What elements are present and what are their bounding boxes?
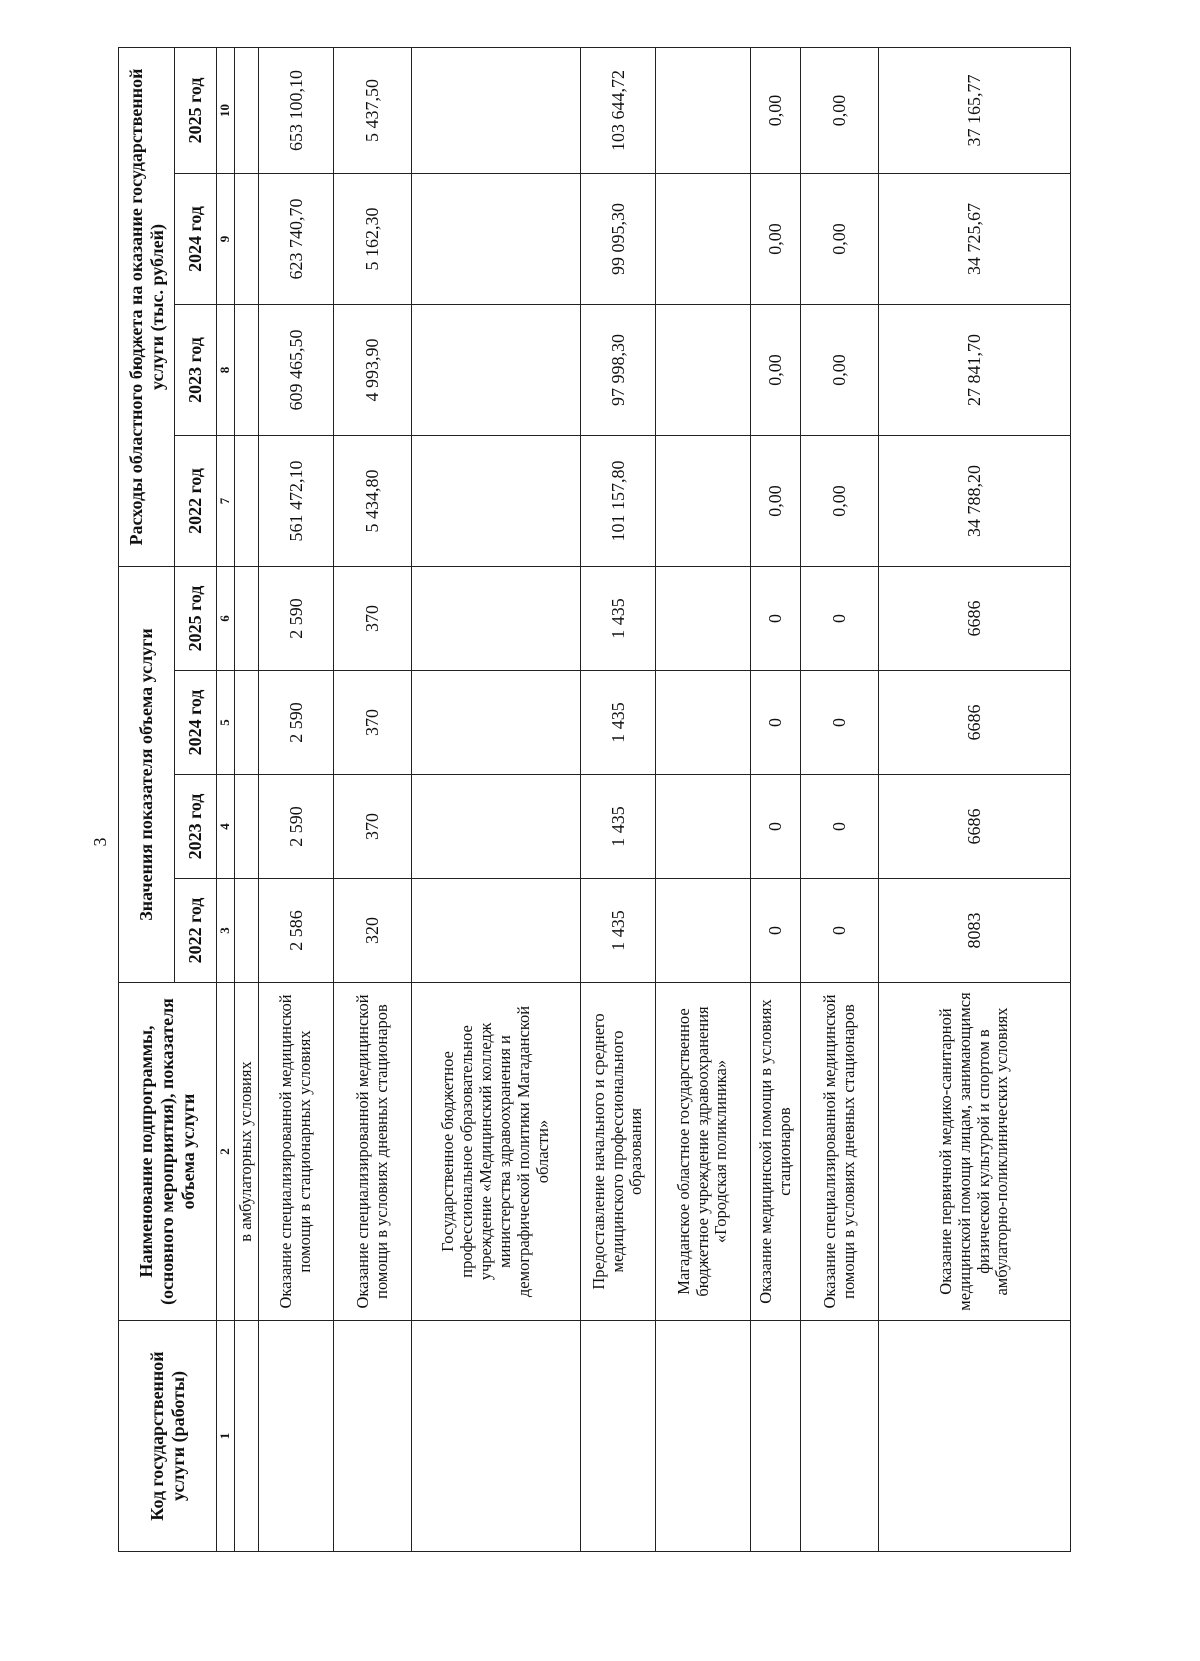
column-number: 7 bbox=[217, 436, 235, 567]
row-name-cell: Оказание специализированной медицинской помощи в условиях дневных стационаров bbox=[801, 983, 879, 1321]
volume-value-cell: 8083 bbox=[879, 879, 1071, 983]
table-row bbox=[581, 47, 656, 1551]
volume-value-cell: 2 590 bbox=[259, 775, 334, 879]
volume-value-cell: 0 bbox=[801, 671, 879, 775]
header-expense-year: 2025 год bbox=[175, 47, 217, 173]
volume-value-cell bbox=[656, 879, 751, 983]
volume-value-cell: 0 bbox=[751, 567, 801, 671]
table-row bbox=[656, 47, 751, 1551]
column-number: 8 bbox=[217, 305, 235, 436]
expense-value-cell bbox=[656, 436, 751, 567]
volume-value-cell bbox=[412, 567, 581, 671]
header-expense-group: Расходы областного бюджета на оказание государственной услуги (тыс. рублей) bbox=[119, 47, 175, 566]
expense-value-cell bbox=[235, 305, 259, 436]
column-number: 5 bbox=[217, 671, 235, 775]
row-code-cell bbox=[581, 1321, 656, 1552]
row-name-cell: в амбулаторных условиях bbox=[235, 983, 259, 1321]
row-name-cell: Предоставление начального и среднего медицинского профессионального образования bbox=[581, 983, 656, 1321]
volume-value-cell: 6686 bbox=[879, 671, 1071, 775]
row-code-cell bbox=[334, 1321, 412, 1552]
volume-value-cell: 0 bbox=[751, 775, 801, 879]
expense-value-cell: 5 437,50 bbox=[334, 47, 412, 173]
expense-value-cell: 0,00 bbox=[801, 305, 879, 436]
expense-value-cell: 103 644,72 bbox=[581, 47, 656, 173]
table-row bbox=[879, 47, 1071, 1551]
header-volume-year: 2024 год bbox=[175, 671, 217, 775]
expense-value-cell: 101 157,80 bbox=[581, 436, 656, 567]
expense-value-cell: 609 465,50 bbox=[259, 305, 334, 436]
volume-value-cell: 2 586 bbox=[259, 879, 334, 983]
expense-value-cell: 99 095,30 bbox=[581, 174, 656, 305]
volume-value-cell bbox=[235, 879, 259, 983]
volume-value-cell bbox=[412, 879, 581, 983]
expense-value-cell: 0,00 bbox=[801, 436, 879, 567]
row-name-cell: Оказание первичной медико-санитарной медицинской помощи лицам, занимающимся физической культурой и спортом в амбулаторно-поликлинических условиях bbox=[879, 983, 1071, 1321]
expense-value-cell: 4 993,90 bbox=[334, 305, 412, 436]
volume-value-cell: 1 435 bbox=[581, 567, 656, 671]
row-name-cell: Оказание медицинской помощи в условиях стационаров bbox=[751, 983, 801, 1321]
budget-table bbox=[118, 47, 1071, 1552]
page-number: 3 bbox=[90, 837, 110, 847]
expense-value-cell: 34 788,20 bbox=[879, 436, 1071, 567]
row-code-cell bbox=[751, 1321, 801, 1552]
row-name-cell: Оказание специализированной медицинской помощи в стационарных условиях bbox=[259, 983, 334, 1321]
expense-value-cell: 97 998,30 bbox=[581, 305, 656, 436]
table-row bbox=[801, 47, 879, 1551]
volume-value-cell: 1 435 bbox=[581, 879, 656, 983]
header-volume-group: Значения показателя объема услуги bbox=[119, 567, 175, 983]
expense-value-cell: 0,00 bbox=[801, 174, 879, 305]
volume-value-cell bbox=[412, 775, 581, 879]
volume-value-cell: 6686 bbox=[879, 567, 1071, 671]
row-code-cell bbox=[879, 1321, 1071, 1552]
column-number: 1 bbox=[217, 1321, 235, 1552]
row-code-cell bbox=[235, 1321, 259, 1552]
table-row bbox=[412, 47, 581, 1551]
expense-value-cell bbox=[235, 174, 259, 305]
expense-value-cell bbox=[235, 47, 259, 173]
expense-value-cell bbox=[656, 305, 751, 436]
volume-value-cell: 0 bbox=[801, 879, 879, 983]
volume-value-cell: 1 435 bbox=[581, 775, 656, 879]
volume-value-cell: 0 bbox=[801, 775, 879, 879]
volume-value-cell: 2 590 bbox=[259, 567, 334, 671]
volume-value-cell: 320 bbox=[334, 879, 412, 983]
row-name-cell: Магаданское областное государственное бюджетное учреждение здравоохранения «Городская поликлиника» bbox=[656, 983, 751, 1321]
volume-value-cell bbox=[656, 775, 751, 879]
header-expense-year: 2024 год bbox=[175, 174, 217, 305]
table-row bbox=[259, 47, 334, 1551]
column-number: 2 bbox=[217, 983, 235, 1321]
header-code: Код государственной услуги (работы) bbox=[119, 1321, 217, 1552]
expense-value-cell: 0,00 bbox=[751, 174, 801, 305]
expense-value-cell bbox=[656, 174, 751, 305]
row-name-cell: Государственное бюджетное профессиональное образовательное учреждение «Медицинский колледж министерства здравоохранения и демографической политики Магаданской области» bbox=[412, 983, 581, 1321]
expense-value-cell: 27 841,70 bbox=[879, 305, 1071, 436]
expense-value-cell: 5 434,80 bbox=[334, 436, 412, 567]
volume-value-cell bbox=[235, 775, 259, 879]
expense-value-cell: 653 100,10 bbox=[259, 47, 334, 173]
column-number: 3 bbox=[217, 879, 235, 983]
expense-value-cell: 623 740,70 bbox=[259, 174, 334, 305]
column-number: 9 bbox=[217, 174, 235, 305]
expense-value-cell: 0,00 bbox=[751, 436, 801, 567]
expense-value-cell bbox=[412, 436, 581, 567]
expense-value-cell bbox=[412, 174, 581, 305]
expense-value-cell: 0,00 bbox=[751, 305, 801, 436]
volume-value-cell: 1 435 bbox=[581, 671, 656, 775]
table-row bbox=[235, 47, 259, 1551]
expense-value-cell: 0,00 bbox=[751, 47, 801, 173]
volume-value-cell bbox=[656, 567, 751, 671]
row-code-cell bbox=[412, 1321, 581, 1552]
table-row bbox=[751, 47, 801, 1551]
row-code-cell bbox=[801, 1321, 879, 1552]
table-row bbox=[334, 47, 412, 1551]
volume-value-cell: 370 bbox=[334, 775, 412, 879]
row-code-cell bbox=[656, 1321, 751, 1552]
expense-value-cell bbox=[412, 305, 581, 436]
column-number: 10 bbox=[217, 47, 235, 173]
header-row bbox=[119, 47, 175, 1551]
header-expense-year: 2022 год bbox=[175, 436, 217, 567]
volume-value-cell: 2 590 bbox=[259, 671, 334, 775]
volume-value-cell: 370 bbox=[334, 671, 412, 775]
expense-value-cell: 561 472,10 bbox=[259, 436, 334, 567]
row-name-cell: Оказание специализированной медицинской помощи в условиях дневных стационаров bbox=[334, 983, 412, 1321]
expense-value-cell bbox=[235, 436, 259, 567]
volume-value-cell bbox=[235, 567, 259, 671]
expense-value-cell bbox=[412, 47, 581, 173]
header-volume-year: 2022 год bbox=[175, 879, 217, 983]
expense-value-cell bbox=[656, 47, 751, 173]
expense-value-cell: 37 165,77 bbox=[879, 47, 1071, 173]
header-volume-year: 2025 год bbox=[175, 567, 217, 671]
expense-value-cell: 34 725,67 bbox=[879, 174, 1071, 305]
volume-value-cell: 6686 bbox=[879, 775, 1071, 879]
column-number: 4 bbox=[217, 775, 235, 879]
volume-value-cell: 0 bbox=[751, 879, 801, 983]
volume-value-cell bbox=[656, 671, 751, 775]
column-number: 6 bbox=[217, 567, 235, 671]
volume-value-cell bbox=[412, 671, 581, 775]
budget-table-sheet bbox=[118, 48, 1012, 1552]
row-code-cell bbox=[259, 1321, 334, 1552]
header-expense-year: 2023 год bbox=[175, 305, 217, 436]
header-name: Наименование подпрограммы, (основного мероприятия), показателя объема услуги bbox=[119, 983, 217, 1321]
expense-value-cell: 0,00 bbox=[801, 47, 879, 173]
expense-value-cell: 5 162,30 bbox=[334, 174, 412, 305]
volume-value-cell bbox=[235, 671, 259, 775]
volume-value-cell: 0 bbox=[751, 671, 801, 775]
volume-value-cell: 370 bbox=[334, 567, 412, 671]
volume-value-cell: 0 bbox=[801, 567, 879, 671]
header-volume-year: 2023 год bbox=[175, 775, 217, 879]
column-number-row bbox=[217, 47, 235, 1551]
